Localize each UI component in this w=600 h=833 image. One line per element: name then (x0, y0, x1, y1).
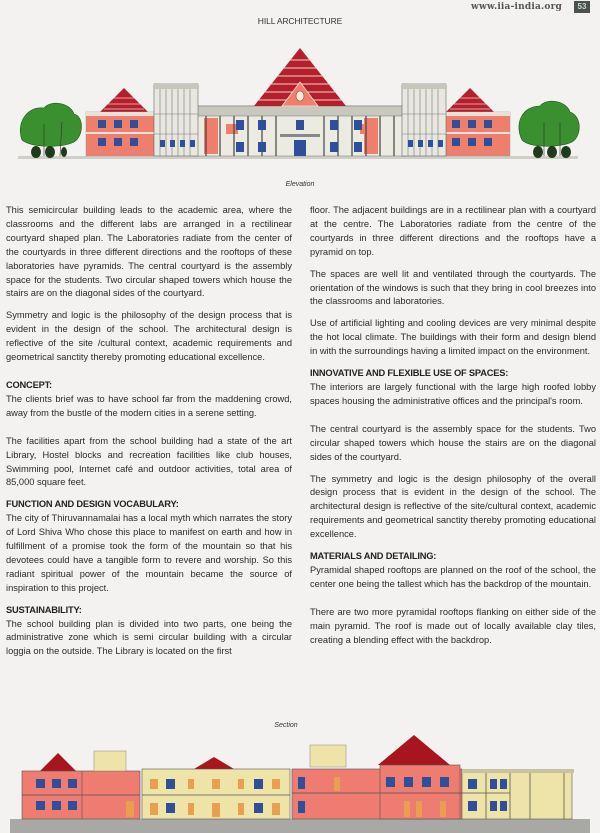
section-svg (10, 735, 590, 833)
elevation-drawing (14, 44, 586, 162)
paragraph: floor. The adjacent buildings are in a rectilinear plan with a courtyard at the centre. The Laboratories radiate from the centre of the courtyards in three different directions and the rooftops have a pyramid on top. (310, 205, 596, 257)
website-url: www.iia-india.org (471, 2, 562, 12)
left-wing (86, 88, 154, 156)
paragraph: The school building plan is divided into two parts, one being the administrative zone which is semi circular building with a circular loggia on the outside. The Library is located on the first (6, 618, 292, 657)
ground-line (18, 156, 578, 159)
article-column-right (310, 204, 596, 647)
paragraph: There are two more pyramidal rooftops flanking on either side of the main pyramid. The roof is made out of locally available clay tiles, creating a blending effect with the backdrop. (310, 606, 596, 645)
section-drawing (10, 735, 590, 833)
tower-right (402, 84, 446, 156)
heading-function-design: FUNCTION AND DESIGN VOCABULARY: (6, 499, 179, 510)
section-caption: Section (274, 722, 298, 729)
section-middle-block (142, 757, 290, 819)
paragraph: This semicircular building leads to the academic area, where the classrooms and the different labs are arranged in a rectilinear courtyard shaped plan. The Laboratories radiate from the center of the courtyards in three different directions and the rooftops of these laboratories have pyramids. The central courtyard is the assembly space for the students. Two circular shaped towers which house the stairs are on the diagonal sides of the courtyard. (6, 205, 292, 299)
water-tank (310, 745, 346, 767)
section-middle-roof (194, 757, 234, 769)
left-pyramid-roof (100, 88, 148, 112)
right-wing (442, 88, 510, 156)
ground (10, 819, 590, 833)
section-left-roof (40, 753, 76, 771)
section-far-right-block (462, 769, 574, 819)
page-number: 53 (574, 1, 590, 13)
paragraph: The city of Thiruvannamalai has a local myth which narrates the story of Lord Shiva Who chose this place to manifest on earth and how in fulfillment of a promise took the form of the mountain so that his devotees could have a tangible form to revere and worship. So this radiant spiritual power of the mountain became the source of inspiration to this project. (6, 513, 292, 593)
main-door (294, 140, 306, 156)
elevation-caption: Elevation (285, 181, 315, 188)
paragraph: The central courtyard is the assembly space for the students. Two circular shaped towers which house the stairs are on the diagonal sides of the courtyard. (310, 423, 596, 462)
shrubs-right (533, 146, 571, 158)
paragraph: The symmetry and logic is the design philosophy of the overall design process that is evident in the design of the school. The architectural design is reflective of the site/cultural context, academic requirements and geometrical sanctity thereby promoting educational excellence. (310, 473, 596, 540)
paragraph: The clients brief was to have school far from the maddening crowd, away from the bustle of the modern cities in a serene setting. (6, 393, 292, 418)
heading-sustainability: SUSTAINABILITY: (6, 604, 82, 615)
heading-materials: MATERIALS AND DETAILING: (310, 551, 437, 562)
paragraph: Pyramidal shaped rooftops are planned on the roof of the school, the center one being the tallest which has the backdrop of the mountain. (310, 564, 596, 589)
section-left-block (22, 751, 140, 819)
paragraph: The interiors are largely functional with the large high roofed lobby spaces housing the administrative offices and the principal's room. (310, 381, 596, 406)
section-title: HILL ARCHITECTURE (257, 16, 343, 26)
right-pyramid-roof (446, 88, 494, 112)
article-column-left (6, 204, 292, 659)
heading-concept: CONCEPT: (6, 379, 52, 390)
tower-left (154, 84, 198, 156)
elevation-svg (14, 44, 586, 162)
paragraph: Symmetry and logic is the philosophy of the design process that is evident in the design of the school. The architectural design is reflective of the site /cultural context, academic requirements and geometrical sanctity thereby promoting educational excellence. (6, 310, 292, 363)
paragraph: The spaces are well lit and ventilated through the courtyards. The orientation of the windows is such that they bring in cool breezes into the classrooms and laboratories. (310, 268, 596, 307)
paragraph: The facilities apart from the school building had a state of the art Library, Hostel blocks and recreation facilities like club houses, Swimming pool, Internet café and outdoor activities, total area of 85,000 square feet. (6, 435, 292, 488)
paragraph: Use of artificial lighting and cooling devices are very minimal despite the hot local climate. The buildings with their form and design blend in with the surroundings having a limited impact on the environment. (310, 318, 596, 357)
heading-innovative-spaces: INNOVATIVE AND FLEXIBLE USE OF SPACES: (310, 368, 509, 379)
central-block (194, 48, 406, 156)
